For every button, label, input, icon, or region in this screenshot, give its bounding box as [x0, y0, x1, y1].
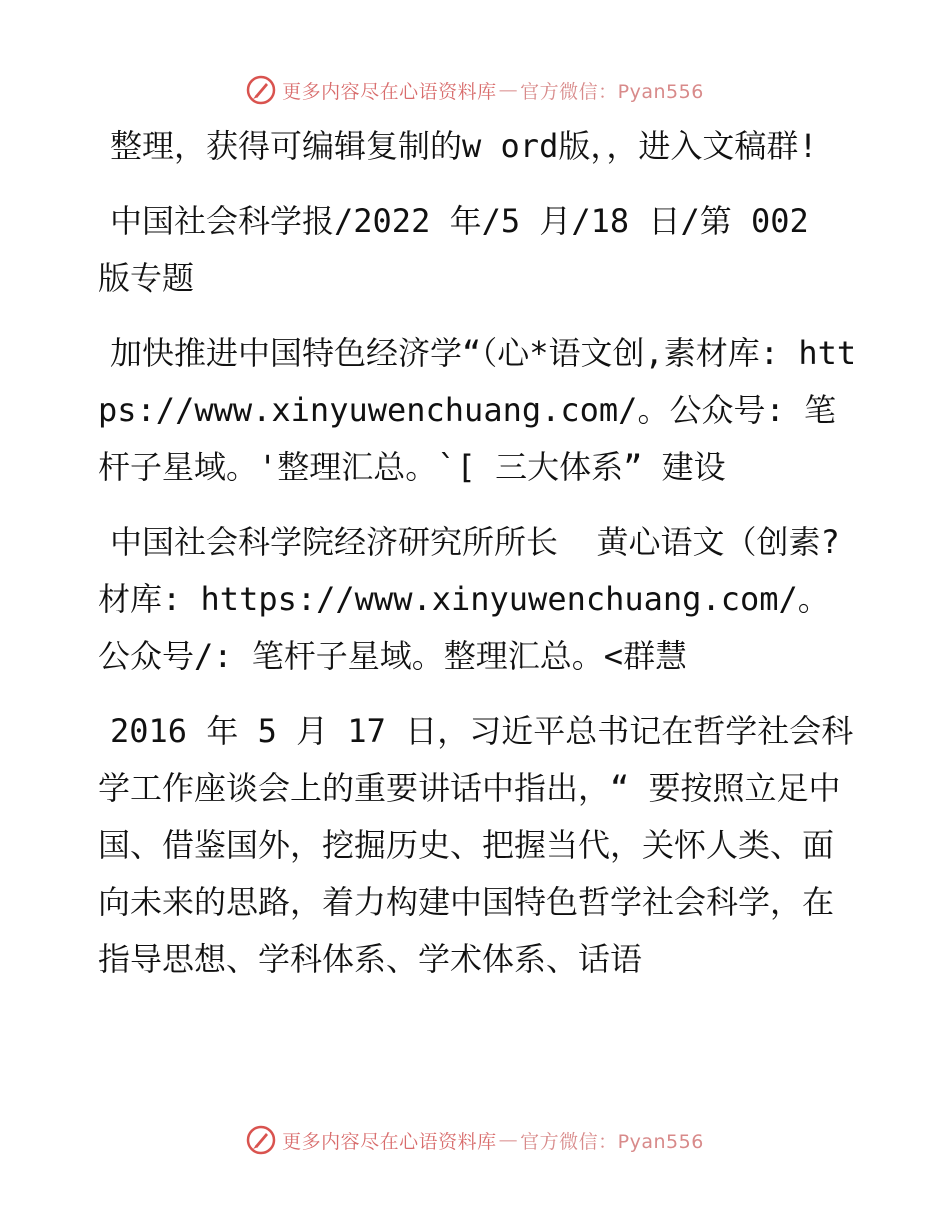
header-watermark-banner — [0, 70, 950, 110]
banner-main-text: 更多内容尽在心语资料库 — [282, 80, 497, 103]
banner-wechat-text: 官方微信：Pyan556 — [520, 80, 704, 103]
paragraph-4: 中国社会科学院经济研究所所长 黄心语文（创素?材库: https://www.xinyuwenchuang.com/。公众号/: 笔杆子星域。整理汇总。<群慧 — [98, 523, 840, 675]
paragraph-5: 2016 年 5 月 17 日，习近平总书记在哲学社会科学工作座谈会上的重要讲话中指出，“ 要按照立足中国、借鉴国外，挖掘历史、把握当代，关怀人类、面向未来的思路，着力构建中国特色哲学社会科学，在指导思想、学科体系、学术体系、话语 — [98, 712, 854, 978]
red-quill-logo-icon — [246, 75, 276, 105]
paragraph-1: 整理，获得可编辑复制的w ord版，，进入文稿群! — [110, 127, 818, 165]
paragraph-3: 加快推进中国特色经济学“（心*语文创,素材库: https://www.xinyuwenchuang.com/。公众号: 笔杆子星域。'整理汇总。`[ 三大体系” 建设 — [98, 334, 857, 486]
footer-watermark-banner — [0, 1120, 950, 1160]
red-quill-logo-icon — [246, 1125, 276, 1155]
document-body — [98, 118, 858, 1006]
banner-dash: — — [498, 79, 519, 101]
paragraph-2: 中国社会科学报/2022 年/5 月/18 日/第 002 版专题 — [98, 202, 829, 297]
banner-wechat-text: 官方微信：Pyan556 — [520, 1130, 704, 1153]
banner-main-text: 更多内容尽在心语资料库 — [282, 1130, 497, 1153]
banner-dash: — — [498, 1129, 519, 1151]
